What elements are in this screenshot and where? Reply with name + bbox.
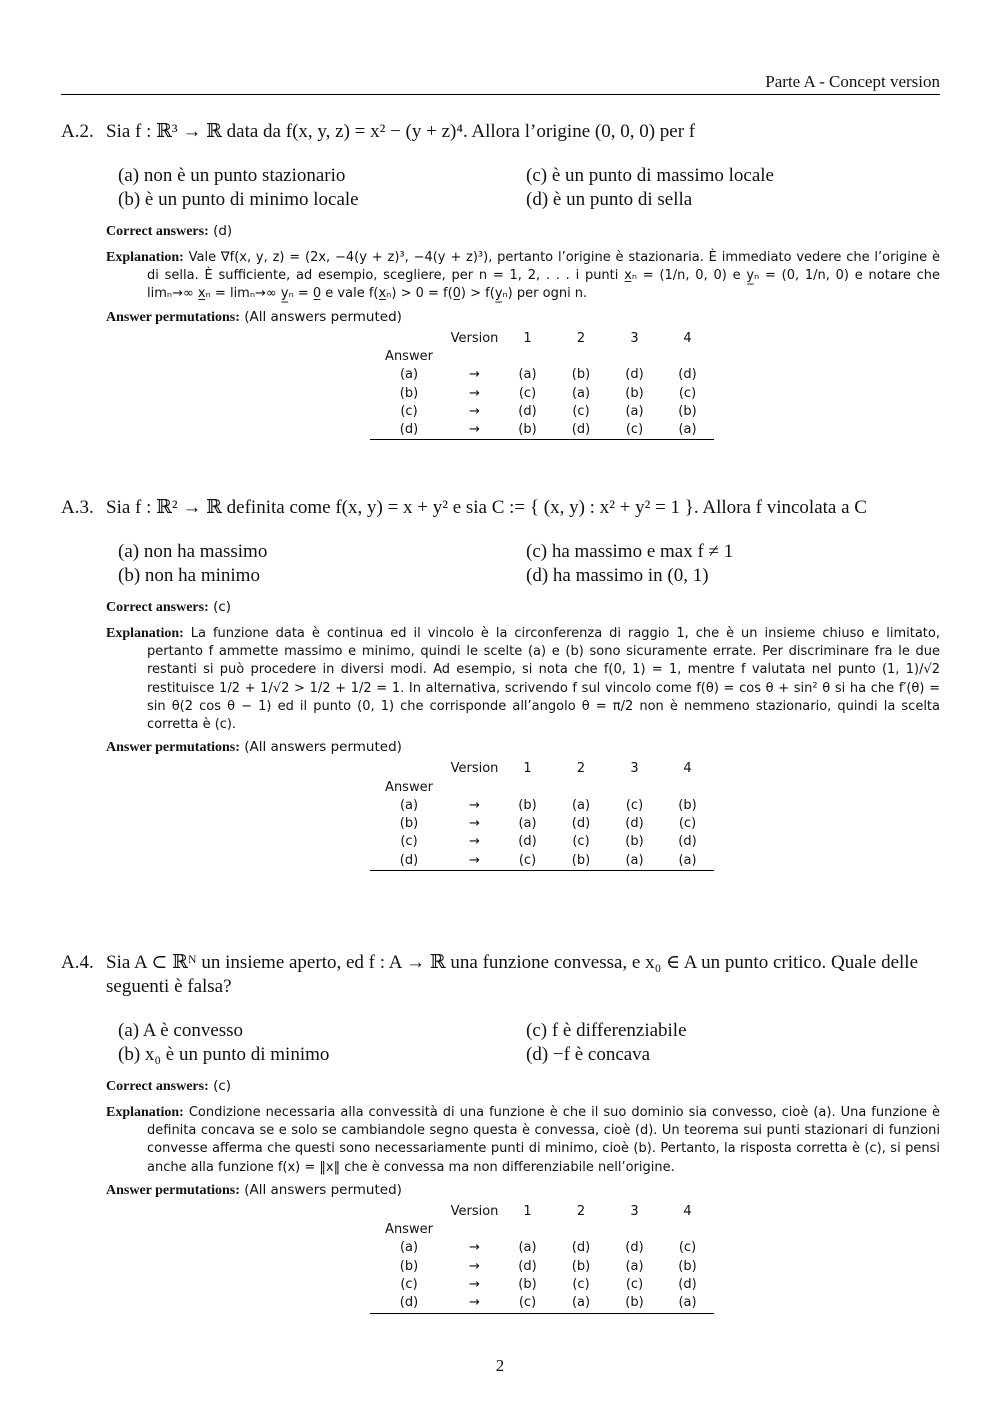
table-row xyxy=(370,852,714,871)
explanation xyxy=(106,249,940,304)
table-cell: (c) xyxy=(572,403,590,419)
question-a2 xyxy=(61,120,940,440)
version-header: Version xyxy=(450,1203,499,1219)
question-a3 xyxy=(61,496,940,871)
version-col: 4 xyxy=(683,1203,692,1219)
option-a: (a) A è convesso xyxy=(118,1020,244,1041)
answer-options xyxy=(118,164,940,212)
table-row xyxy=(370,1276,714,1294)
table-row xyxy=(370,403,714,421)
question-stem xyxy=(61,951,940,999)
question-number: A.3. xyxy=(61,497,94,518)
correct-answers xyxy=(106,222,940,241)
table-cell: (d) xyxy=(571,1240,591,1256)
permutations-label: Answer permutations: xyxy=(106,740,240,756)
table-cell: (b) xyxy=(625,834,644,850)
correct-answers xyxy=(106,598,940,617)
version-col: 3 xyxy=(630,761,639,777)
row-answer: (d) xyxy=(370,1294,448,1313)
table-cell: (a) xyxy=(571,797,591,813)
option-d: (d) ha massimo in (0, 1) xyxy=(526,565,709,586)
table-row xyxy=(370,385,714,403)
option-c: (c) ha massimo e max f ≠ 1 xyxy=(526,541,734,562)
table-cell: (c) xyxy=(608,421,661,440)
table-cell: (c) xyxy=(501,1294,554,1313)
table-row xyxy=(370,1294,714,1313)
version-header: Version xyxy=(450,330,499,346)
question-stem xyxy=(61,496,940,520)
table-cell: (b) xyxy=(501,421,554,440)
question-number: A.2. xyxy=(61,121,94,142)
question-number: A.4. xyxy=(61,952,94,973)
table-cell: (b) xyxy=(518,797,537,813)
option-d: (d) è un punto di sella xyxy=(526,189,693,210)
version-col: 4 xyxy=(683,761,692,777)
row-answer: (b) xyxy=(399,816,419,832)
table-cell: (b) xyxy=(554,852,608,871)
table-row xyxy=(370,1258,714,1276)
correct-value: (c) xyxy=(213,599,232,615)
table-cell: (b) xyxy=(571,1258,591,1274)
explanation xyxy=(106,1104,940,1177)
table-header-row xyxy=(370,330,714,348)
table-cell: (b) xyxy=(678,1258,697,1274)
explanation xyxy=(106,625,940,734)
table-cell: (d) xyxy=(625,816,644,832)
arrow-cell: → xyxy=(469,816,480,832)
permutation-table xyxy=(370,760,714,871)
table-cell: (c) xyxy=(678,385,697,401)
table-row xyxy=(370,366,714,384)
permutation-table xyxy=(370,1203,714,1314)
table-cell: (a) xyxy=(518,367,537,383)
row-answer: (d) xyxy=(370,421,448,440)
explanation-label: Explanation: xyxy=(106,626,184,641)
explanation-text: Vale ∇f(x, y, z) = (2x, −4(y + z)³, −4(y + z)³), pertanto l’origine è stazionaria. È immediato vedere che l’origine è di sella. È sufficiente, ad esempio, scegliere, per n = 1, 2, . . . i punti x̲ₙ = (1/n, 0, 0) e y̲ₙ = (0, 1/n, 0) e notare che limₙ→∞ x̲ₙ = limₙ→∞ y̲ₙ = 0̲ e vale f(x̲ₙ) > 0 = f(0̲) > f(y̲ₙ) per ogni n. xyxy=(147,250,940,302)
table-cell: (a) xyxy=(518,816,537,832)
table-cell: (d) xyxy=(678,1277,697,1292)
table-cell: (d) xyxy=(554,421,608,440)
arrow-cell: → xyxy=(469,385,480,401)
table-cell: (d) xyxy=(678,834,697,850)
option-b: (b) non ha minimo xyxy=(118,565,260,586)
table-cell: (c) xyxy=(518,385,537,401)
arrow-cell: → xyxy=(448,421,501,440)
arrow-cell: → xyxy=(448,852,501,871)
table-cell: (a) xyxy=(625,403,644,419)
table-cell: (a) xyxy=(661,1294,714,1313)
option-c: (c) è un punto di massimo locale xyxy=(526,165,774,186)
version-col: 2 xyxy=(576,761,586,777)
table-header-row xyxy=(370,760,714,778)
table-cell: (d) xyxy=(518,403,537,419)
version-col: 4 xyxy=(683,330,692,346)
row-answer: (d) xyxy=(370,852,448,871)
correct-label: Correct answers: xyxy=(106,224,209,239)
table-cell: (b) xyxy=(678,403,697,419)
explanation-text: Condizione necessaria alla convessità di una funzione è che il suo dominio sia convesso, cioè (a). Una funzione è definita concava se e solo se cambiandole segno questa è convessa, cioè (d). Un teorema sui punti stazionari di funzioni convesse afferma che questi sono necessariamente punti di minimo, cioè (b). Pertanto, la risposta corretta è (c), si pensi anche alla funzione f(x) = ‖x‖ che è convessa ma non differenziabile nell’origine. xyxy=(147,1105,940,1175)
arrow-cell: → xyxy=(469,367,480,383)
table-row xyxy=(370,1239,714,1257)
table-cell: (a) xyxy=(625,1258,644,1274)
option-a: (a) non ha massimo xyxy=(118,541,268,562)
arrow-cell: → xyxy=(448,1294,501,1313)
table-cell: (c) xyxy=(572,834,590,850)
version-col: 1 xyxy=(523,1203,532,1219)
table-row xyxy=(370,421,714,440)
arrow-cell: → xyxy=(469,797,480,813)
question-stem xyxy=(61,120,940,144)
permutations-label: Answer permutations: xyxy=(106,1182,240,1198)
question-text: Sia f : ℝ² → ℝ definita come f(x, y) = x + y² e sia C := { (x, y) : x² + y² = 1 }. Allora f vincolata a C xyxy=(106,497,867,518)
table-cell: (c) xyxy=(625,1277,644,1292)
table-cell: (a) xyxy=(554,1294,608,1313)
table-header-row xyxy=(370,1203,714,1221)
arrow-cell: → xyxy=(469,1277,480,1292)
table-cell: (b) xyxy=(608,1294,661,1313)
permutation-table xyxy=(370,330,714,441)
version-col: 1 xyxy=(523,330,532,346)
table-cell: (d) xyxy=(518,834,537,850)
row-answer: (c) xyxy=(400,1277,418,1292)
table-cell: (d) xyxy=(518,1258,537,1274)
version-header: Version xyxy=(450,761,499,777)
option-b: (b) x₀ è un punto di minimo xyxy=(118,1044,330,1065)
option-a: (a) non è un punto stazionario xyxy=(118,165,346,186)
version-col: 3 xyxy=(630,330,639,346)
table-subheader-row xyxy=(370,348,714,366)
table-cell: (b) xyxy=(678,797,697,813)
answer-header: Answer xyxy=(385,348,433,364)
table-cell: (c) xyxy=(678,1240,697,1256)
row-answer: (c) xyxy=(400,403,418,419)
correct-answers xyxy=(106,1077,940,1096)
permutations-value: (All answers permuted) xyxy=(244,739,402,756)
answer-header: Answer xyxy=(385,779,433,795)
question-a4 xyxy=(61,951,940,1314)
answer-options xyxy=(118,1019,940,1067)
correct-value: (d) xyxy=(213,223,233,239)
header-title: Parte A - Concept version xyxy=(765,72,940,91)
arrow-cell: → xyxy=(469,403,480,419)
table-cell: (b) xyxy=(571,367,591,383)
table-row xyxy=(370,797,714,815)
table-cell: (c) xyxy=(501,852,554,871)
arrow-cell: → xyxy=(469,1258,480,1274)
correct-label: Correct answers: xyxy=(106,600,209,615)
option-b: (b) è un punto di minimo locale xyxy=(118,189,359,210)
table-cell: (d) xyxy=(625,1240,644,1256)
answer-permutations xyxy=(106,308,940,327)
table-cell: (b) xyxy=(518,1277,537,1292)
question-text: Sia f : ℝ³ → ℝ data da f(x, y, z) = x² − (y + z)⁴. Allora l’origine (0, 0, 0) per f xyxy=(106,121,696,142)
correct-value: (c) xyxy=(213,1078,232,1094)
table-cell: (a) xyxy=(608,852,661,871)
page-header xyxy=(61,70,940,95)
option-c: (c) f è differenziabile xyxy=(526,1020,687,1041)
permutations-value: (All answers permuted) xyxy=(244,1181,402,1198)
table-cell: (d) xyxy=(678,367,697,383)
table-cell: (a) xyxy=(571,385,591,401)
answer-header: Answer xyxy=(385,1222,433,1238)
row-answer: (a) xyxy=(399,367,419,383)
version-col: 1 xyxy=(523,761,532,777)
arrow-cell: → xyxy=(469,1240,480,1256)
table-cell: (b) xyxy=(625,385,644,401)
table-cell: (a) xyxy=(518,1240,537,1256)
row-answer: (b) xyxy=(399,385,419,401)
table-cell: (a) xyxy=(661,852,714,871)
row-answer: (a) xyxy=(399,1240,419,1256)
page-number: 2 xyxy=(495,1356,505,1375)
table-cell: (d) xyxy=(625,367,644,383)
table-subheader-row xyxy=(370,1221,714,1239)
table-cell: (c) xyxy=(678,816,697,832)
row-answer: (b) xyxy=(399,1258,419,1274)
permutations-label: Answer permutations: xyxy=(106,309,240,325)
table-cell: (a) xyxy=(661,421,714,440)
version-col: 2 xyxy=(576,330,586,346)
permutations-value: (All answers permuted) xyxy=(244,308,402,325)
version-col: 3 xyxy=(630,1203,639,1219)
option-d: (d) −f è concava xyxy=(526,1044,651,1065)
question-text: Sia A ⊂ ℝᴺ un insieme aperto, ed f : A → ℝ una funzione convessa, e x₀ ∈ A un punto critico. Quale delle seguenti è falsa? xyxy=(106,952,919,997)
row-answer: (c) xyxy=(400,834,418,850)
table-cell: (c) xyxy=(625,797,644,813)
arrow-cell: → xyxy=(469,834,480,850)
version-col: 2 xyxy=(576,1203,586,1219)
explanation-label: Explanation: xyxy=(106,1105,184,1120)
correct-label: Correct answers: xyxy=(106,1079,209,1094)
explanation-text: La funzione data è continua ed il vincolo è la circonferenza di raggio 1, che è un insieme chiuso e limitato, pertanto f ammette massimo e minimo, quindi le scelte (a) e (b) sono sicuramente errate. Per discriminare fra le due restanti si può procedere in diversi modi. Ad esempio, si nota che f(0, 1) = 1, mentre f valutata nel punto (1, 1)/√2 restituisce 1/2 + 1/√2 > 1/2 + 1/2 = 1. In alternativa, scrivendo f sul vincolo come f(θ) = cos θ + sin² θ si ha che f′(θ) = sin θ(2 cos θ − 1) ed il punto (0, 1) che corrisponde all’angolo θ = π/2 non è nemmeno stazionario, quindi la scelta corretta è (c). xyxy=(147,626,940,733)
answer-permutations xyxy=(106,738,940,757)
table-cell: (d) xyxy=(571,816,591,832)
explanation-label: Explanation: xyxy=(106,250,184,265)
table-cell: (c) xyxy=(572,1277,590,1292)
table-row xyxy=(370,815,714,833)
table-row xyxy=(370,833,714,851)
answer-permutations xyxy=(106,1181,940,1200)
table-subheader-row xyxy=(370,779,714,797)
row-answer: (a) xyxy=(399,797,419,813)
answer-options xyxy=(118,540,940,588)
